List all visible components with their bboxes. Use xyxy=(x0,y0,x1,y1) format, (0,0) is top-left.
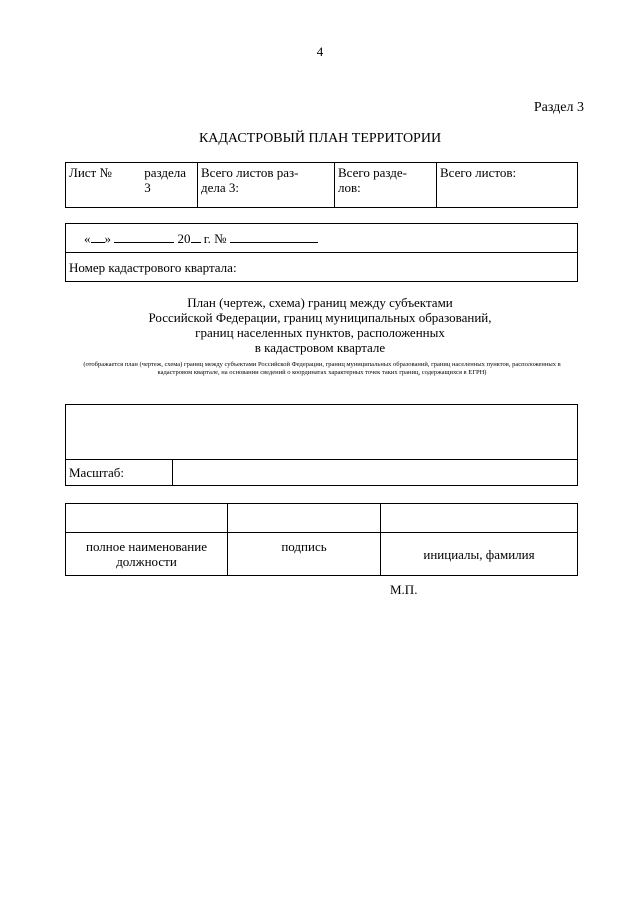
page-number: 4 xyxy=(316,44,324,59)
total-section-sheets-cell xyxy=(198,163,335,208)
day-blank xyxy=(91,232,105,243)
year-prefix: 20 xyxy=(177,230,191,246)
sheet-number-cell xyxy=(66,163,198,208)
stamp-place: М.П. xyxy=(390,582,418,597)
plan-title-line: План (чертеж, схема) границ между субъектами xyxy=(187,295,453,310)
total-sections-line1: Всего разде- xyxy=(338,165,408,180)
sheet-number-label: Лист № xyxy=(69,165,112,180)
plan-note: (отображается план (чертеж, схема) границ между субъектами Российской Федерации, границ муниципальных образований, границ населенных пунктов, расположенных в кадастровом квартале, на основании сведений о координатах характерных точек таких границ, содержащихся в ЕГРН) xyxy=(83,361,561,376)
scale-label-cell xyxy=(66,460,173,486)
document-title: КАДАСТРОВЫЙ ПЛАН ТЕРРИТОРИИ xyxy=(198,131,442,146)
quarter-row xyxy=(66,253,578,282)
plan-title-line: в кадастровом квартале xyxy=(254,340,386,355)
total-sheets-label: Всего листов: xyxy=(440,165,517,180)
position-caption xyxy=(66,533,228,576)
total-sections-cell xyxy=(335,163,437,208)
position-caption-line2: должности xyxy=(116,554,177,569)
section-word: раздела xyxy=(144,165,186,180)
plan-drawing-table xyxy=(65,404,578,486)
signature-blank xyxy=(228,504,381,533)
signature-caption: подпись xyxy=(228,533,381,576)
position-caption-line1: полное наименование xyxy=(86,539,207,554)
date-quarter-table xyxy=(65,223,578,282)
date-row xyxy=(66,224,578,253)
number-label: г. № xyxy=(203,230,227,246)
sheet-info-table xyxy=(65,162,578,208)
quote-close: » xyxy=(104,230,111,246)
name-caption: инициалы, фамилия xyxy=(381,533,578,576)
quote-open: « xyxy=(84,230,91,246)
total-sheets-cell xyxy=(437,163,578,208)
plan-drawing-area xyxy=(66,405,578,460)
total-sections-line2: лов: xyxy=(338,180,361,195)
year-blank xyxy=(191,232,201,243)
quarter-label: Номер кадастрового квартала: xyxy=(69,259,237,275)
number-blank xyxy=(230,232,318,243)
total-section-sheets-line2: дела 3: xyxy=(201,180,240,195)
section-number: 3 xyxy=(144,180,151,195)
plan-title xyxy=(60,295,580,355)
section-label: Раздел 3 xyxy=(533,100,584,115)
plan-title-line: границ населенных пунктов, расположенных xyxy=(195,325,445,340)
total-section-sheets-line1: Всего листов раз- xyxy=(201,165,299,180)
name-blank xyxy=(381,504,578,533)
position-blank xyxy=(66,504,228,533)
month-blank xyxy=(114,232,174,243)
scale-value-cell xyxy=(173,460,578,486)
signature-table xyxy=(65,503,578,576)
plan-title-line: Российской Федерации, границ муниципальных образований, xyxy=(148,310,492,325)
scale-label: Масштаб: xyxy=(69,465,124,480)
